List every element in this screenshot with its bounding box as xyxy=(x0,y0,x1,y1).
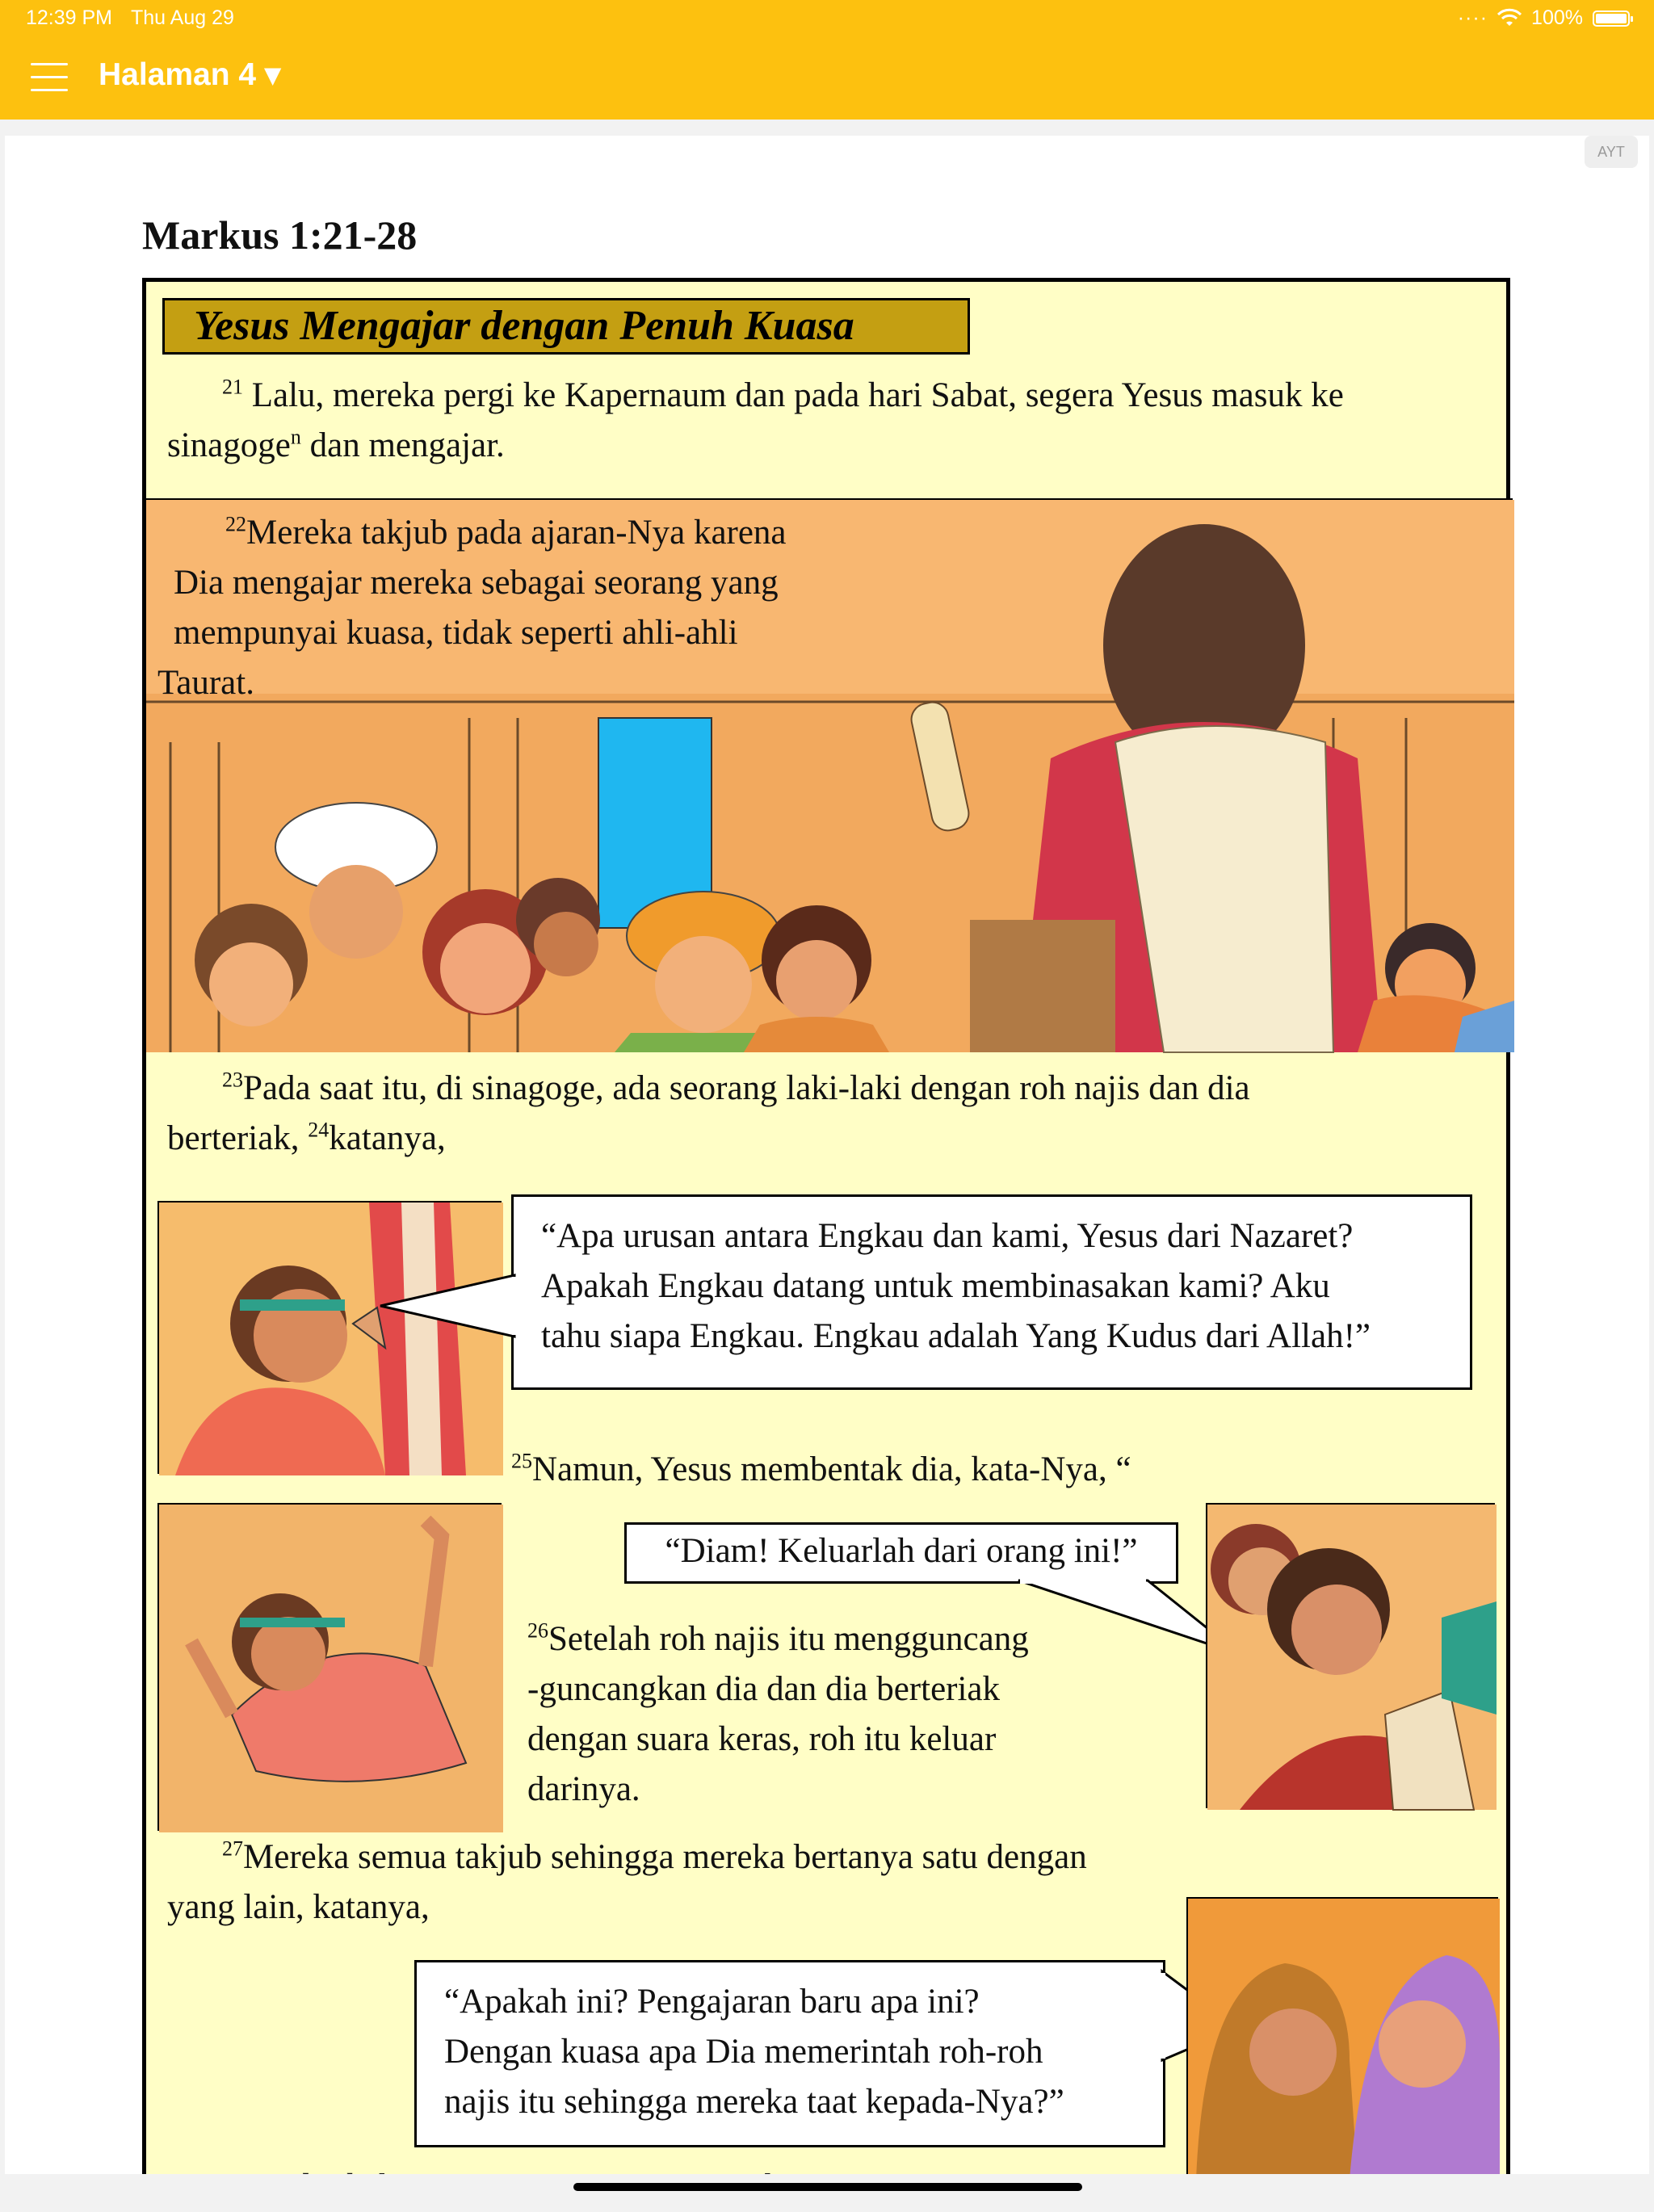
status-time: 12:39 PM xyxy=(26,6,113,29)
verse-number: 24 xyxy=(308,1118,330,1142)
cellular-dots-icon: ···· xyxy=(1457,6,1488,29)
passage-reference: Markus 1:21-28 xyxy=(142,212,418,258)
bubble-line: Dengan kuasa apa Dia memerintah roh-roh xyxy=(444,2033,1043,2071)
bubble-tail xyxy=(380,1274,526,1338)
bubble-line: najis itu sehingga mereka taat kepada-Nya?” xyxy=(444,2083,1064,2121)
verse-text: Setelah roh najis itu mengguncang xyxy=(548,1620,1029,1658)
verse-25 xyxy=(511,1445,1319,1495)
bubble-line: “Apakah ini? Pengajaran baru apa ini? xyxy=(444,1983,980,2021)
wifi-icon xyxy=(1497,10,1522,27)
verse-text: Lalu, mereka pergi ke Kapernaum dan pada hari Sabat, segera Yesus masuk ke xyxy=(251,376,1344,414)
bubble-line: tahu siapa Engkau. Engkau adalah Yang Kudus dari Allah!” xyxy=(541,1317,1371,1355)
verse-text: Taurat. xyxy=(157,664,254,702)
status-bar xyxy=(0,0,1654,39)
illustration-convulsing-man xyxy=(157,1503,502,1831)
speech-bubble-jesus xyxy=(624,1522,1178,1584)
version-badge[interactable]: AYT xyxy=(1585,136,1638,168)
verse-text: berteriak, xyxy=(167,1119,309,1157)
footnote-marker[interactable]: n xyxy=(290,425,301,449)
verse-text: Mereka takjub pada ajaran-Nya karena xyxy=(246,514,787,552)
verse-text: Mereka semua takjub sehingga mereka bertanya satu dengan xyxy=(243,1838,1087,1876)
verse-22 xyxy=(157,508,884,708)
page-selector-dropdown[interactable]: Halaman 4 ▾ xyxy=(99,57,281,92)
comic-title: Yesus Mengajar dengan Penuh Kuasa xyxy=(162,298,970,355)
verse-text: darinya. xyxy=(527,1770,640,1808)
verse-number: 21 xyxy=(222,375,243,399)
verse-number: 22 xyxy=(225,512,246,536)
hamburger-menu-icon[interactable] xyxy=(31,63,68,92)
verse-text: -guncangkan dia dan dia berteriak xyxy=(527,1670,1001,1708)
speech-bubble-crowd xyxy=(414,1960,1165,2147)
verse-text: Pada saat itu, di sinagoge, ada seorang laki-laki dengan roh najis dan dia xyxy=(243,1069,1250,1107)
bubble-line: “Diam! Keluarlah dari orang ini!” xyxy=(665,1532,1138,1570)
verse-27 xyxy=(167,1832,1217,1933)
possessed-man-image xyxy=(159,1203,503,1475)
illustration-jesus-rebuking xyxy=(1206,1503,1495,1808)
battery-icon xyxy=(1593,10,1630,27)
bubble-line: “Apa urusan antara Engkau dan kami, Yesus dari Nazaret? xyxy=(541,1217,1354,1255)
verse-text: Namun, Yesus membentak dia, kata-Nya, “ xyxy=(532,1450,1131,1488)
convulsing-man-image xyxy=(159,1505,503,1832)
verse-text: dan mengajar. xyxy=(300,426,505,464)
verse-number: 26 xyxy=(527,1618,548,1643)
verse-text: sinagoge xyxy=(167,426,291,464)
verse-text: dengan suara keras, roh itu keluar xyxy=(527,1720,997,1758)
verse-21 xyxy=(167,371,1492,471)
status-date: Thu Aug 29 xyxy=(131,6,234,29)
home-indicator[interactable] xyxy=(573,2183,1082,2191)
verse-23 xyxy=(167,1064,1492,1164)
illustration-crowd-amazed xyxy=(1186,1897,1498,2178)
app-bar xyxy=(0,39,1654,120)
comic-page xyxy=(142,278,1510,2174)
illustration-synagogue xyxy=(145,498,1513,1051)
bubble-line: Apakah Engkau datang untuk membinasakan kami? Aku xyxy=(541,1267,1330,1305)
verse-text: mempunyai kuasa, tidak seperti ahli-ahli xyxy=(174,614,738,652)
battery-percent: 100% xyxy=(1531,6,1583,29)
verse-26 xyxy=(527,1614,1141,1815)
jesus-rebuking-image xyxy=(1207,1505,1497,1810)
verse-text: katanya, xyxy=(329,1119,446,1157)
speech-bubble-possessed-man xyxy=(511,1194,1472,1390)
verse-number: 25 xyxy=(511,1449,532,1473)
verse-number: 27 xyxy=(222,1836,243,1861)
crowd-amazed-image xyxy=(1188,1899,1500,2180)
verse-number: 23 xyxy=(222,1068,243,1092)
verse-text: yang lain, katanya, xyxy=(167,1888,430,1926)
verse-text: Dia mengajar mereka sebagai seorang yang xyxy=(174,564,779,602)
status-right xyxy=(1458,6,1630,30)
